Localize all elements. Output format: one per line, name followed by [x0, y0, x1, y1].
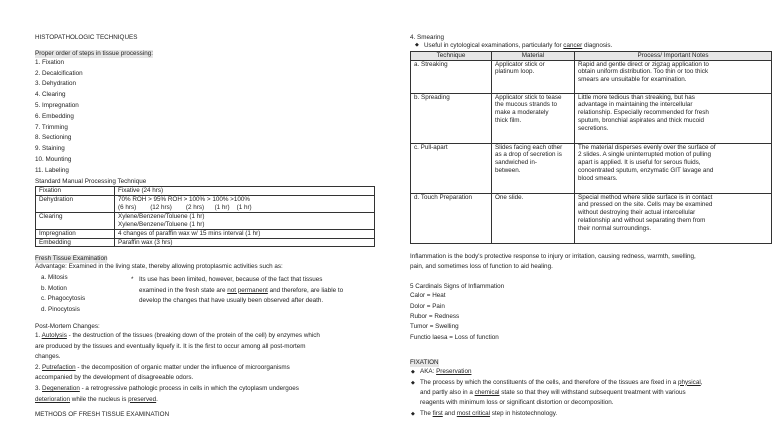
- list-item: Calor = Heat: [410, 292, 446, 300]
- fixation-heading: FIXATION: [410, 359, 439, 367]
- advantage-text: Advantage: Examined in the living state, thereby allowing protoplasmic activities such as:: [35, 263, 283, 271]
- list-item: 10. Mounting: [35, 155, 72, 163]
- fresh-heading: Fresh Tissue Examination: [35, 255, 108, 263]
- smearing-bullet: ◆ Useful in cytological examinations, particularly for cancer diagnosis.: [414, 42, 772, 50]
- left-column: [35, 34, 380, 419]
- fixation-list: [410, 367, 772, 419]
- activities-list: [41, 273, 85, 315]
- steps-list: [35, 58, 380, 177]
- list-item: a. Mitosis: [41, 274, 68, 282]
- term-putrefaction: Putrefaction: [42, 363, 76, 371]
- steps-heading: Proper order of steps in tissue processing:: [35, 49, 153, 57]
- methods-heading: METHODS OF FRESH TISSUE EXAMINATION: [35, 411, 170, 419]
- list-item: b. Motion: [41, 284, 67, 292]
- list-item: 3. Dehydration: [35, 80, 76, 88]
- table-row: d. Touch Preparation One slide. Special method where slide surface is in contact and pressed on the site. Cells may be examined without destroying their actual intercellular relationship and without separating them from their normal surroundings.: [411, 193, 772, 243]
- cardinal-list: [410, 291, 772, 343]
- document-title: HISTOPATHOLOGIC TECHNIQUES: [35, 34, 138, 41]
- inflammation-definition: Inflammation is the body's protective response to injury or irritation, causing redness, warmth, swelling, pain, and sometimes loss of function to aid healing.: [410, 252, 696, 270]
- list-item: ◆ The first and most critical step in histotechnology.: [410, 409, 772, 419]
- table-row: Embedding Paraffin wax (3 hrs): [36, 238, 375, 247]
- cardinal-heading: 5 Cardinals Signs of Inflammation: [410, 283, 505, 291]
- list-item: 7. Trimming: [35, 123, 68, 131]
- activities-block: [35, 271, 380, 315]
- table-row: Dehydration 70% ROH > 95% ROH > 100% > 100% >100% (6 hrs) (12 hrs) (2 hrs) (1 hr) (1 hr): [36, 196, 375, 213]
- list-item: ◆ AKA: Preservation: [410, 367, 772, 377]
- smearing-table: [410, 51, 772, 244]
- limitation-note: * Its use has been limited, however, because of the fact that tissues examined in the fresh state are not permanent and therefore, are liable to develop the changes that have usually been observed after death.: [131, 276, 344, 305]
- asterisk: *: [131, 276, 134, 284]
- table-row: Clearing Xylene/Benzene/Toluene (1 hr) Xylene/Benzene/Toluene (1 hr): [36, 212, 375, 229]
- smearing-heading: 4. Smearing: [410, 34, 444, 41]
- list-item: Functio laesa = Loss of function: [410, 333, 499, 341]
- postmortem-list: 1. Autolysis - the destruction of the tissues (breaking down of the protein of the cell) by enzymes which are produced by the tissues and eventually liquefy it. It is the first to occur among all post-mortem changes. 2. Putrefaction - the decomposition of organic matter under the influence of microorganisms accompanied by the development of disagreeable odors. 3. Degeneration - a retrogressive pathologic process in cells in which the cytoplasm undergoes deterioration while the nucleus is preserved.: [35, 331, 320, 403]
- list-item: 6. Embedding: [35, 112, 74, 120]
- list-item: 9. Staining: [35, 145, 65, 153]
- list-item: 11. Labeling: [35, 166, 69, 174]
- list-item: c. Phagocytosis: [41, 295, 86, 303]
- list-item: d. Pinocytosis: [41, 305, 80, 313]
- manual-processing-table: [35, 186, 375, 247]
- list-item: 5. Impregnation: [35, 101, 79, 109]
- table-row: c. Pull-apart Slides facing each other as a drop of secretion is sandwiched in- between. The material disperses evenly over the surface of 2 slides. A single uninterrupted motion of pulling apart is applied. It is useful for serous fluids, concentrated sputum, enzymatic GIT lavage and blood smears.: [411, 143, 772, 193]
- list-item: Tumor = Swelling: [410, 323, 459, 331]
- term-autolysis: Autolysis: [41, 331, 67, 339]
- right-column: [410, 34, 772, 419]
- list-item: ◆ The process by which the constituents of the cells, and therefore of the tissues are fixed in a physical, and partly also in a chemical state so that they will withstand subsequent treatment with various reagents with minimum loss or significant distortion or decomposition.: [410, 378, 772, 409]
- list-item: Dolor = Pain: [410, 302, 445, 310]
- list-item: Rubor = Redness: [410, 313, 460, 321]
- term-degeneration: Degeneration: [42, 384, 80, 392]
- table-header-row: Technique Material Process/ Important Notes: [411, 51, 772, 60]
- table-row: Fixation Fixative (24 hrs): [36, 187, 375, 196]
- table-row: a. Streaking Applicator stick or platinum loop. Rapid and gentle direct or zigzag application to obtain uniform distribution. Too thin or too thick smears are unsuitable for examination.: [411, 60, 772, 93]
- postmortem-heading: Post-Mortem Changes:: [35, 323, 100, 331]
- table-row: b. Spreading Applicator stick to tease the mucous strands to make a moderately thick film. Little more tedious than streaking, but has advantage in maintaining the intercellular relationship. Especially recommended for fresh sputum, bronchial aspirates and thick mucoid secretions.: [411, 93, 772, 143]
- list-item: 2. Decalcification: [35, 69, 83, 77]
- list-item: 8. Sectioning: [35, 134, 72, 142]
- list-item: 4. Clearing: [35, 91, 66, 99]
- list-item: 1. Fixation: [35, 58, 65, 66]
- table-row: Impregnation 4 changes of paraffin wax w/ 15 mins interval (1 hr): [36, 229, 375, 238]
- manual-heading: Standard Manual Processing Technique: [35, 178, 147, 186]
